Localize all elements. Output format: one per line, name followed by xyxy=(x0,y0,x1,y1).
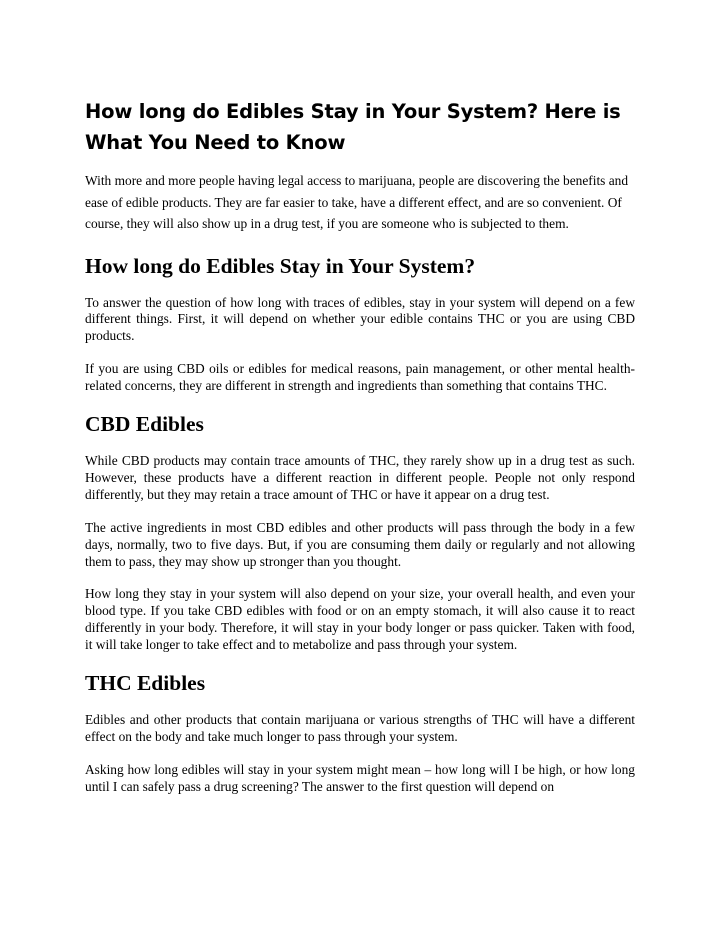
paragraph: How long they stay in your system will also depend on your size, your overall health, and even your blood type. If you take CBD edibles with food or on an empty stomach, it will also cause it to react differently in your body. Therefore, it will stay in your body longer or pass quicker. Taken with food, it will take longer to take effect and to metabolize and pass through your system. xyxy=(85,586,635,653)
section-heading: CBD Edibles xyxy=(85,412,204,437)
paragraph: If you are using CBD oils or edibles for medical reasons, pain management, or other mental health-related concerns, they are different in strength and ingredients than something that contains THC. xyxy=(85,361,635,394)
section-thc-edibles xyxy=(85,670,635,796)
paragraph: Edibles and other products that contain marijuana or various strengths of THC will have a different effect on the body and take much longer to pass through your system. xyxy=(85,712,635,744)
article-title: How long do Edibles Stay in Your System? Here is What You Need to Know xyxy=(85,100,621,154)
section-heading: THC Edibles xyxy=(85,671,206,696)
document-page xyxy=(85,96,635,812)
intro-paragraph: With more and more people having legal access to marijuana, people are discovering the benefits and ease of edible products. They are far easier to take, have a different effect, and are so convenient. Of course, they will also show up in a drug test, if you are someone who is subjected to them. xyxy=(85,173,629,231)
paragraph: While CBD products may contain trace amounts of THC, they rarely show up in a drug test as such. However, these products have a different reaction in different people. People not only respond differently, but they may retain a trace amount of THC or have it appear on a drug test. xyxy=(85,453,635,502)
paragraph: Asking how long edibles will stay in your system might mean – how long will I be high, or how long until I can safely pass a drug screening? The answer to the first question will depend on xyxy=(85,761,635,794)
paragraph: To answer the question of how long with traces of edibles, stay in your system will depend on a few different things. First, it will depend on whether your edible contains THC or you are using CBD products. xyxy=(85,294,635,344)
paragraph: The active ingredients in most CBD edibles and other products will pass through the body in a few days, normally, two to five days. But, if you are consuming them daily or regularly and not allowing them to pass, they may show up stronger than you thought. xyxy=(85,519,635,569)
section-heading: How long do Edibles Stay in Your System? xyxy=(85,253,476,278)
section-cbd-edibles xyxy=(85,411,635,654)
section-how-long xyxy=(85,253,635,396)
